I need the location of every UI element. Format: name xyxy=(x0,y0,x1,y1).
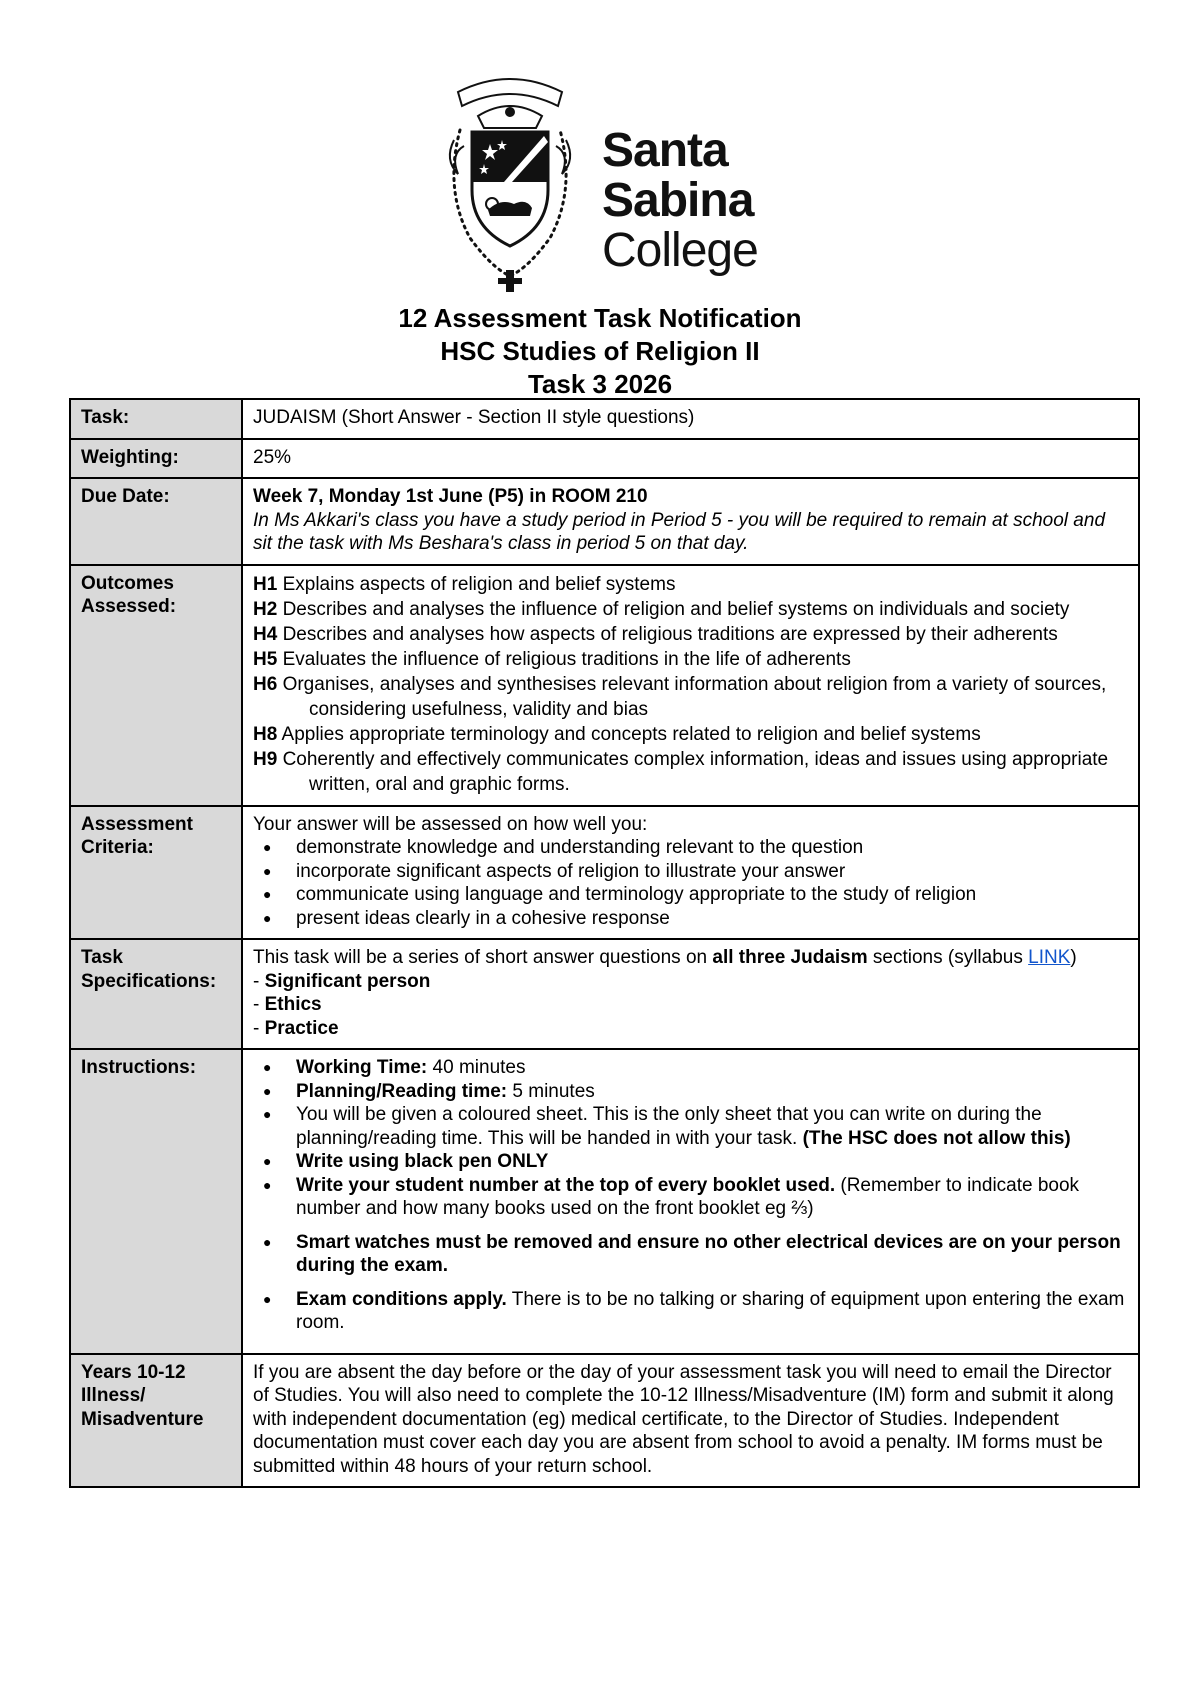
row-specifications xyxy=(70,939,1139,1049)
label-illness: Years 10-12 Illness/ Misadventure xyxy=(70,1354,242,1488)
label-due-date: Due Date: xyxy=(70,478,242,565)
due-date-note: In Ms Akkari's class you have a study period in Period 5 - you will be required to remain at school and sit the task with Ms Beshara's class in period 5 on that day. xyxy=(253,509,1106,554)
label-weighting: Weighting: xyxy=(70,439,242,479)
list-item: ● Planning/Reading time: 5 minutes xyxy=(253,1080,1128,1104)
list-item: ● Smart watches must be removed and ensure no other electrical devices are on your person during the exam. xyxy=(253,1231,1128,1278)
title-line-3: Task 3 2026 xyxy=(527,369,673,399)
college-logo xyxy=(440,70,770,292)
value-specifications xyxy=(242,939,1139,1049)
spec-item: - Significant person xyxy=(253,970,431,992)
list-item: ● Write your student number at the top of every booklet used. (Remember to indicate book number and how many books used on the front booklet eg ⅔) xyxy=(253,1174,1128,1221)
due-date-main: Week 7, Monday 1st June (P5) in ROOM 210 xyxy=(253,486,648,507)
specs-intro: This task will be a series of short answer questions on all three Judaism sections (syllabus LINK) xyxy=(253,947,1077,968)
list-item: ● present ideas clearly in a cohesive response xyxy=(253,907,1128,931)
label-criteria: Assessment Criteria: xyxy=(70,806,242,940)
spec-item: - Ethics xyxy=(253,994,322,1015)
label-instructions: Instructions: xyxy=(70,1049,242,1354)
assessment-table xyxy=(69,398,1140,1488)
list-item: ● incorporate significant aspects of religion to illustrate your answer xyxy=(253,860,1128,884)
document-title xyxy=(0,302,1200,401)
list-item: ● demonstrate knowledge and understanding relevant to the question xyxy=(253,836,1128,860)
outcome-item: H5 Evaluates the influence of religious traditions in the life of adherents xyxy=(253,648,851,670)
outcome-item: H2 Describes and analyses the influence of religion and belief systems on individuals and society xyxy=(253,598,1070,620)
wordmark-college: College xyxy=(602,224,758,277)
outcome-item: H8 Applies appropriate terminology and concepts related to religion and belief systems xyxy=(253,723,981,745)
value-outcomes xyxy=(242,565,1139,806)
college-crest-icon xyxy=(440,70,580,292)
wordmark-santa: Santa xyxy=(602,124,728,177)
college-wordmark xyxy=(602,126,758,276)
outcome-item: H6 Organises, analyses and synthesises relevant information about religion from a variety of sources, considering usefulness, validity and bias xyxy=(253,673,1107,720)
row-illness xyxy=(70,1354,1139,1488)
syllabus-link[interactable]: LINK xyxy=(1028,947,1071,968)
row-instructions xyxy=(70,1049,1139,1354)
outcome-item: H9 Coherently and effectively communicates complex information, ideas and issues using appropriate written, oral and graphic forms. xyxy=(253,748,1109,795)
list-item: ● You will be given a coloured sheet. This is the only sheet that you can write on during the planning/reading time. This will be handed in with your task. (The HSC does not allow this) xyxy=(253,1103,1128,1150)
outcome-item: H4 Describes and analyses how aspects of religious traditions are expressed by their adherents xyxy=(253,623,1058,645)
row-due-date xyxy=(70,478,1139,565)
list-item: ● communicate using language and terminology appropriate to the study of religion xyxy=(253,883,1128,907)
row-criteria xyxy=(70,806,1139,940)
list-item: ● Working Time: 40 minutes xyxy=(253,1056,1128,1080)
criteria-intro: Your answer will be assessed on how well you: xyxy=(253,813,648,835)
list-item: ● Write using black pen ONLY xyxy=(253,1150,1128,1174)
label-outcomes: Outcomes Assessed: xyxy=(70,565,242,806)
value-weighting: 25% xyxy=(242,439,1139,479)
list-item: ● Exam conditions apply. There is to be no talking or sharing of equipment upon entering the exam room. xyxy=(253,1288,1128,1335)
criteria-list xyxy=(253,836,1128,930)
label-specifications: Task Specifications: xyxy=(70,939,242,1049)
row-task xyxy=(70,399,1139,439)
value-due-date xyxy=(242,478,1139,565)
instructions-list xyxy=(253,1056,1128,1335)
value-illness: If you are absent the day before or the day of your assessment task you will need to email the Director of Studies. You will also need to complete the 10-12 Illness/Misadventure (IM) form and submit it along with independent documentation (eg) medical certificate, to the Director of Studies. Independent documentation must cover each day you are absent from school to avoid a penalty. IM forms must be submitted within 48 hours of your return school. xyxy=(242,1354,1139,1488)
title-line-2: HSC Studies of Religion II xyxy=(440,336,760,366)
value-criteria xyxy=(242,806,1139,940)
outcome-item: H1 Explains aspects of religion and belief systems xyxy=(253,573,676,595)
value-task: JUDAISM (Short Answer - Section II style questions) xyxy=(242,399,1139,439)
label-task: Task: xyxy=(70,399,242,439)
value-instructions xyxy=(242,1049,1139,1354)
spec-item: - Practice xyxy=(253,1017,339,1039)
title-line-1: 12 Assessment Task Notification xyxy=(398,303,802,333)
row-outcomes xyxy=(70,565,1139,806)
row-weighting xyxy=(70,439,1139,479)
wordmark-sabina: Sabina xyxy=(602,174,754,227)
